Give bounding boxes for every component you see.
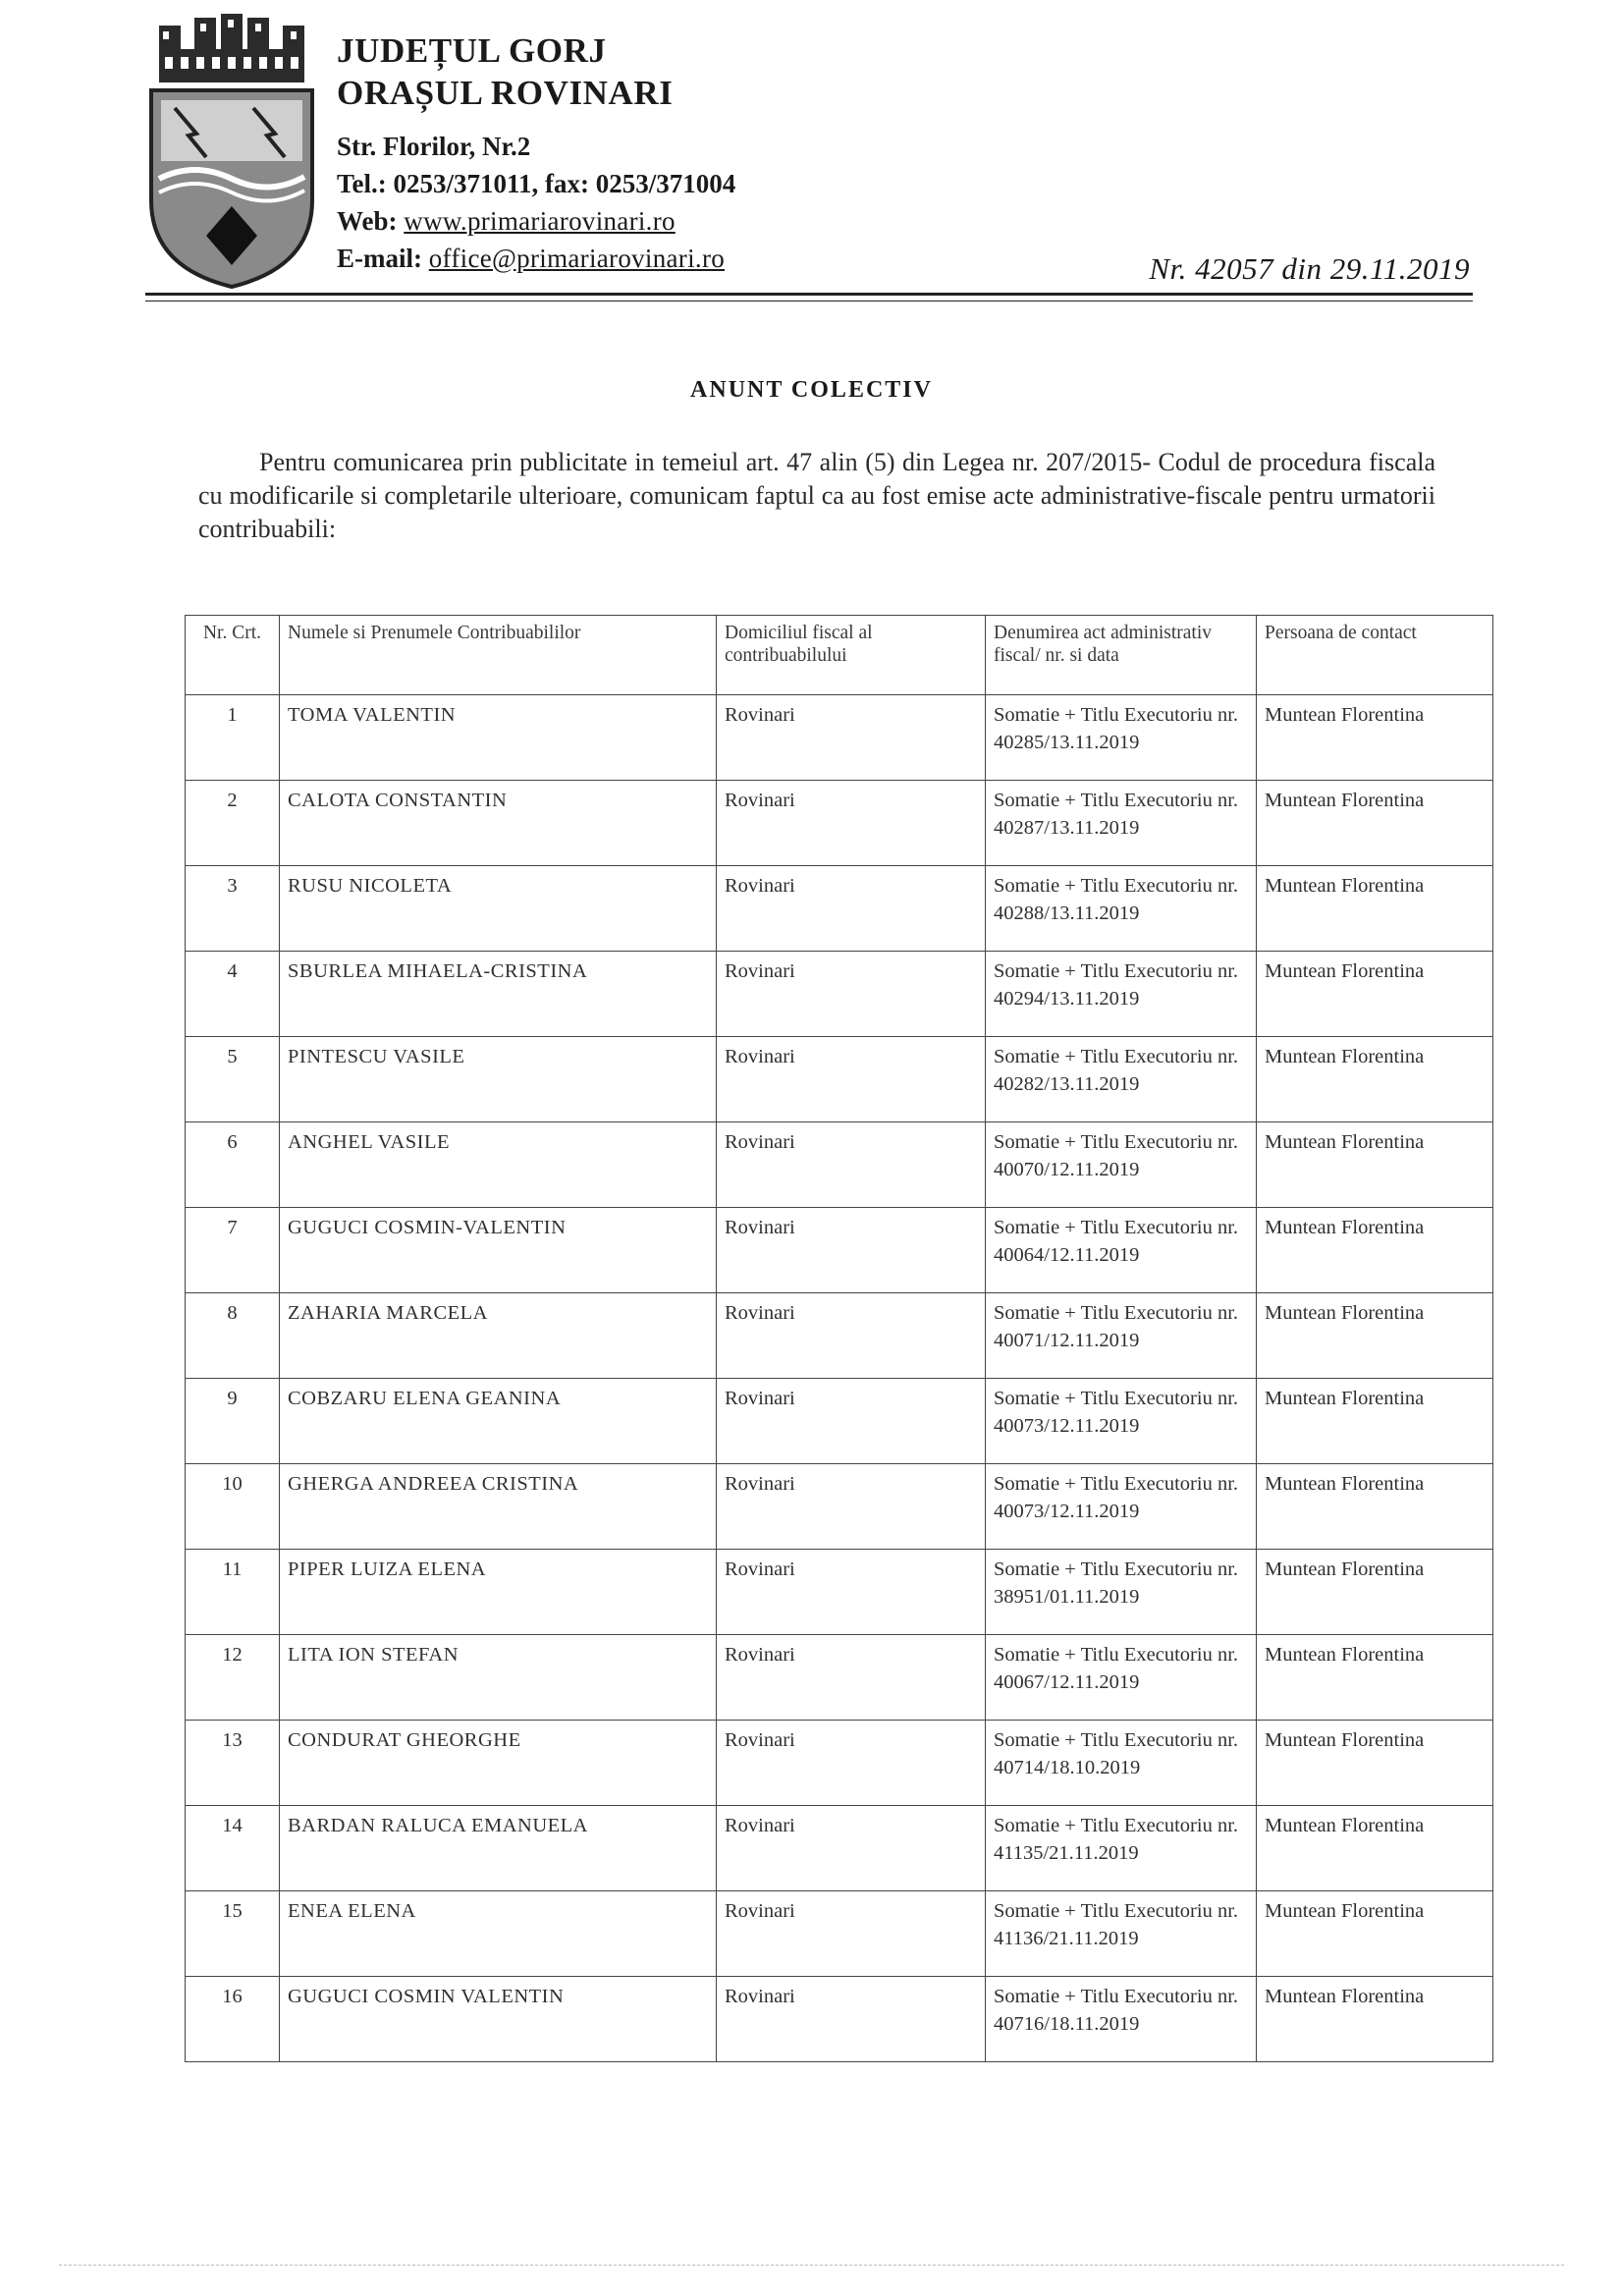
taxpayer-name	[280, 952, 717, 1037]
act-description	[986, 1806, 1257, 1891]
fiscal-domicile	[717, 866, 986, 952]
table-row	[186, 1208, 1493, 1293]
act-description-text: Somatie + Titlu Executoriu nr.	[994, 1473, 1239, 1495]
table-row	[186, 1806, 1493, 1891]
col-nr-header: Nr. Crt.	[186, 616, 280, 695]
taxpayer-name	[280, 1037, 717, 1122]
contact-person-text: Muntean Florentina	[1265, 1986, 1425, 2007]
act-number: 41135/21.11.2019	[994, 1842, 1139, 1864]
row-number-text: 7	[227, 1217, 238, 1238]
act-description-text: Somatie + Titlu Executoriu nr.	[994, 790, 1239, 811]
page-bottom-edge	[59, 2265, 1564, 2266]
taxpayer-name	[280, 1464, 717, 1550]
contact-person	[1257, 1806, 1493, 1891]
taxpayer-name-text: LITA ION STEFAN	[288, 1644, 460, 1666]
taxpayer-name	[280, 1122, 717, 1208]
col-act-header: Denumirea act administrativ fiscal/ nr. si data	[986, 616, 1257, 695]
row-number-text: 15	[222, 1900, 243, 1922]
fiscal-domicile	[717, 1977, 986, 2062]
fiscal-domicile	[717, 1464, 986, 1550]
act-description-text: Somatie + Titlu Executoriu nr.	[994, 1388, 1239, 1409]
contact-person	[1257, 1550, 1493, 1635]
row-number	[186, 1977, 280, 2062]
fiscal-domicile-text: Rovinari	[725, 1900, 795, 1922]
row-number-text: 1	[227, 704, 238, 726]
fiscal-domicile	[717, 1806, 986, 1891]
act-description-text: Somatie + Titlu Executoriu nr.	[994, 1131, 1239, 1153]
fiscal-domicile	[717, 1037, 986, 1122]
contact-person-text: Muntean Florentina	[1265, 1473, 1425, 1495]
phone-line: Tel.: 0253/371011, fax: 0253/371004	[337, 169, 736, 198]
taxpayer-name-text: RUSU NICOLETA	[288, 875, 453, 897]
act-description	[986, 1891, 1257, 1977]
contact-person-text: Muntean Florentina	[1265, 1900, 1425, 1922]
document-number: Nr. 42057 din 29.11.2019	[1149, 251, 1470, 286]
fiscal-domicile	[717, 1635, 986, 1721]
row-number	[186, 1891, 280, 1977]
table-row	[186, 1379, 1493, 1464]
row-number-text: 9	[227, 1388, 238, 1409]
taxpayer-name-text: SBURLEA MIHAELA-CRISTINA	[288, 960, 588, 982]
contact-person-text: Muntean Florentina	[1265, 960, 1425, 982]
act-description	[986, 695, 1257, 781]
row-number	[186, 1293, 280, 1379]
contact-person	[1257, 1122, 1493, 1208]
row-number-text: 6	[227, 1131, 238, 1153]
act-description	[986, 1379, 1257, 1464]
act-number: 40716/18.11.2019	[994, 2013, 1140, 2035]
fiscal-domicile-text: Rovinari	[725, 1388, 795, 1409]
row-number	[186, 1122, 280, 1208]
contact-person-text: Muntean Florentina	[1265, 790, 1425, 811]
taxpayer-name-text: PIPER LUIZA ELENA	[288, 1558, 487, 1580]
act-description	[986, 1122, 1257, 1208]
contact-person-text: Muntean Florentina	[1265, 1729, 1425, 1751]
fiscal-domicile-text: Rovinari	[725, 1815, 795, 1836]
table-row	[186, 1464, 1493, 1550]
act-description-text: Somatie + Titlu Executoriu nr.	[994, 1986, 1239, 2007]
act-number: 40073/12.11.2019	[994, 1415, 1140, 1437]
act-description-text: Somatie + Titlu Executoriu nr.	[994, 875, 1239, 897]
taxpayer-name	[280, 1806, 717, 1891]
table-row	[186, 1037, 1493, 1122]
fiscal-domicile	[717, 781, 986, 866]
act-number: 38951/01.11.2019	[994, 1586, 1140, 1608]
row-number-text: 11	[222, 1558, 243, 1580]
taxpayer-name-text: ENEA ELENA	[288, 1900, 416, 1922]
taxpayer-name-text: PINTESCU VASILE	[288, 1046, 465, 1067]
table-header-row	[186, 616, 1493, 695]
act-number: 40287/13.11.2019	[994, 817, 1140, 839]
table-row	[186, 781, 1493, 866]
contact-person	[1257, 1037, 1493, 1122]
contact-person-text: Muntean Florentina	[1265, 1558, 1425, 1580]
act-description	[986, 952, 1257, 1037]
row-number	[186, 1721, 280, 1806]
table-row	[186, 1293, 1493, 1379]
contact-person-text: Muntean Florentina	[1265, 1046, 1425, 1067]
email-link[interactable]: office@primariarovinari.ro	[428, 244, 726, 273]
web-link[interactable]: www.primariarovinari.ro	[404, 206, 676, 236]
taxpayer-name-text: COBZARU ELENA GEANINA	[288, 1388, 562, 1409]
fiscal-domicile	[717, 1550, 986, 1635]
row-number	[186, 695, 280, 781]
act-description	[986, 1037, 1257, 1122]
act-description	[986, 1293, 1257, 1379]
act-description-text: Somatie + Titlu Executoriu nr.	[994, 1729, 1239, 1751]
fiscal-domicile-text: Rovinari	[725, 1558, 795, 1580]
web-line	[337, 202, 735, 240]
contact-person	[1257, 1891, 1493, 1977]
row-number	[186, 1037, 280, 1122]
act-description	[986, 781, 1257, 866]
act-description	[986, 866, 1257, 952]
act-description-text: Somatie + Titlu Executoriu nr.	[994, 1815, 1239, 1836]
contact-person	[1257, 1721, 1493, 1806]
row-number-text: 5	[227, 1046, 238, 1067]
table-row	[186, 1122, 1493, 1208]
col-domicile-header: Domiciliul fiscal al contribuabilului	[717, 616, 986, 695]
contact-person	[1257, 695, 1493, 781]
fiscal-domicile-text: Rovinari	[725, 1046, 795, 1067]
taxpayer-name	[280, 781, 717, 866]
act-number: 40282/13.11.2019	[994, 1073, 1140, 1095]
table-row	[186, 1635, 1493, 1721]
taxpayer-name-text: ANGHEL VASILE	[288, 1131, 450, 1153]
table-row	[186, 1550, 1493, 1635]
table-row	[186, 1977, 1493, 2062]
web-label: Web:	[337, 206, 398, 236]
contact-person	[1257, 1293, 1493, 1379]
contact-person	[1257, 866, 1493, 952]
contact-person	[1257, 1635, 1493, 1721]
row-number	[186, 1550, 280, 1635]
contact-person	[1257, 1977, 1493, 2062]
taxpayer-name-text: BARDAN RALUCA EMANUELA	[288, 1815, 588, 1836]
taxpayer-name	[280, 1293, 717, 1379]
institution-header	[337, 29, 735, 277]
fiscal-domicile	[717, 1379, 986, 1464]
taxpayer-name-text: TOMA VALENTIN	[288, 704, 457, 726]
taxpayer-name	[280, 695, 717, 781]
row-number-text: 10	[222, 1473, 243, 1495]
header-rule	[145, 293, 1473, 296]
row-number	[186, 1208, 280, 1293]
row-number-text: 16	[222, 1986, 243, 2007]
act-number: 40067/12.11.2019	[994, 1671, 1140, 1693]
row-number	[186, 1806, 280, 1891]
fiscal-domicile-text: Rovinari	[725, 1473, 795, 1495]
row-number	[186, 1464, 280, 1550]
row-number-text: 4	[227, 960, 238, 982]
taxpayer-name-text: GUGUCI COSMIN-VALENTIN	[288, 1217, 567, 1238]
table-row	[186, 1891, 1493, 1977]
fiscal-domicile-text: Rovinari	[725, 790, 795, 811]
act-description	[986, 1635, 1257, 1721]
table-row	[186, 866, 1493, 952]
row-number-text: 2	[227, 790, 238, 811]
email-line	[337, 240, 735, 277]
act-description-text: Somatie + Titlu Executoriu nr.	[994, 1558, 1239, 1580]
fiscal-domicile	[717, 695, 986, 781]
act-description-text: Somatie + Titlu Executoriu nr.	[994, 1217, 1239, 1238]
contact-person-text: Muntean Florentina	[1265, 1302, 1425, 1324]
act-number: 40294/13.11.2019	[994, 988, 1140, 1010]
taxpayer-name-text: GHERGA ANDREEA CRISTINA	[288, 1473, 579, 1495]
act-number: 40064/12.11.2019	[994, 1244, 1140, 1266]
row-number	[186, 952, 280, 1037]
taxpayer-name	[280, 1379, 717, 1464]
row-number	[186, 1635, 280, 1721]
act-description-text: Somatie + Titlu Executoriu nr.	[994, 1302, 1239, 1324]
act-description	[986, 1464, 1257, 1550]
contact-person-text: Muntean Florentina	[1265, 1217, 1425, 1238]
coat-of-arms-icon	[145, 14, 318, 289]
col-contact-header: Persoana de contact	[1257, 616, 1493, 695]
act-description	[986, 1208, 1257, 1293]
act-description-text: Somatie + Titlu Executoriu nr.	[994, 1900, 1239, 1922]
act-description-text: Somatie + Titlu Executoriu nr.	[994, 1046, 1239, 1067]
address-line: Str. Florilor, Nr.2	[337, 132, 531, 161]
fiscal-domicile	[717, 1122, 986, 1208]
contact-person	[1257, 1208, 1493, 1293]
contact-person-text: Muntean Florentina	[1265, 875, 1425, 897]
taxpayer-name-text: CALOTA CONSTANTIN	[288, 790, 508, 811]
taxpayer-name	[280, 1208, 717, 1293]
col-name-header: Numele si Prenumele Contribuabililor	[280, 616, 717, 695]
fiscal-domicile-text: Rovinari	[725, 704, 795, 726]
row-number-text: 14	[222, 1815, 243, 1836]
act-number: 40071/12.11.2019	[994, 1330, 1140, 1351]
act-number: 40070/12.11.2019	[994, 1159, 1140, 1180]
email-label: E-mail:	[337, 244, 422, 273]
table-row	[186, 952, 1493, 1037]
row-number	[186, 781, 280, 866]
document-title: ANUNT COLECTIV	[690, 377, 933, 403]
table-row	[186, 1721, 1493, 1806]
taxpayer-name	[280, 1721, 717, 1806]
fiscal-domicile-text: Rovinari	[725, 1644, 795, 1666]
taxpayer-name	[280, 1550, 717, 1635]
fiscal-domicile-text: Rovinari	[725, 1986, 795, 2007]
taxpayer-name	[280, 1891, 717, 1977]
taxpayer-name	[280, 1635, 717, 1721]
taxpayer-name-text: CONDURAT GHEORGHE	[288, 1729, 521, 1751]
fiscal-domicile-text: Rovinari	[725, 960, 795, 982]
fiscal-domicile	[717, 952, 986, 1037]
contact-person-text: Muntean Florentina	[1265, 1815, 1425, 1836]
contact-person	[1257, 1379, 1493, 1464]
fiscal-domicile-text: Rovinari	[725, 875, 795, 897]
row-number-text: 8	[227, 1302, 238, 1324]
taxpayer-name-text: GUGUCI COSMIN VALENTIN	[288, 1986, 565, 2007]
fiscal-domicile	[717, 1891, 986, 1977]
intro-paragraph: Pentru comunicarea prin publicitate in temeiul art. 47 alin (5) din Legea nr. 207/2015- Codul de procedura fiscala cu modificarile si completarile ulterioare, comunicam faptul ca au fost emise acte administrative-fiscale pentru urmatorii contribuabili:	[198, 448, 1435, 543]
contact-person-text: Muntean Florentina	[1265, 704, 1425, 726]
fiscal-domicile	[717, 1293, 986, 1379]
taxpayer-name-text: ZAHARIA MARCELA	[288, 1302, 488, 1324]
contact-person-text: Muntean Florentina	[1265, 1644, 1425, 1666]
taxpayers-table	[185, 615, 1493, 2062]
act-description	[986, 1721, 1257, 1806]
fiscal-domicile-text: Rovinari	[725, 1131, 795, 1153]
row-number-text: 13	[222, 1729, 243, 1751]
table-body	[186, 695, 1493, 2062]
taxpayer-name	[280, 1977, 717, 2062]
act-description-text: Somatie + Titlu Executoriu nr.	[994, 960, 1239, 982]
fiscal-domicile	[717, 1208, 986, 1293]
contact-person-text: Muntean Florentina	[1265, 1131, 1425, 1153]
contact-person	[1257, 952, 1493, 1037]
act-number: 40714/18.10.2019	[994, 1757, 1141, 1778]
act-description	[986, 1977, 1257, 2062]
fiscal-domicile-text: Rovinari	[725, 1217, 795, 1238]
county-name: JUDEȚUL GORJ	[337, 31, 607, 70]
row-number	[186, 1379, 280, 1464]
act-number: 40285/13.11.2019	[994, 732, 1140, 753]
fiscal-domicile-text: Rovinari	[725, 1302, 795, 1324]
act-description-text: Somatie + Titlu Executoriu nr.	[994, 1644, 1239, 1666]
fiscal-domicile-text: Rovinari	[725, 1729, 795, 1751]
row-number	[186, 866, 280, 952]
act-description	[986, 1550, 1257, 1635]
fiscal-domicile	[717, 1721, 986, 1806]
contact-person	[1257, 781, 1493, 866]
row-number-text: 3	[227, 875, 238, 897]
town-name: ORAȘUL ROVINARI	[337, 74, 674, 112]
act-description-text: Somatie + Titlu Executoriu nr.	[994, 704, 1239, 726]
act-number: 40073/12.11.2019	[994, 1501, 1140, 1522]
contact-person	[1257, 1464, 1493, 1550]
act-number: 41136/21.11.2019	[994, 1928, 1139, 1949]
taxpayer-name	[280, 866, 717, 952]
contact-person-text: Muntean Florentina	[1265, 1388, 1425, 1409]
act-number: 40288/13.11.2019	[994, 902, 1140, 924]
row-number-text: 12	[222, 1644, 243, 1666]
table-row	[186, 695, 1493, 781]
